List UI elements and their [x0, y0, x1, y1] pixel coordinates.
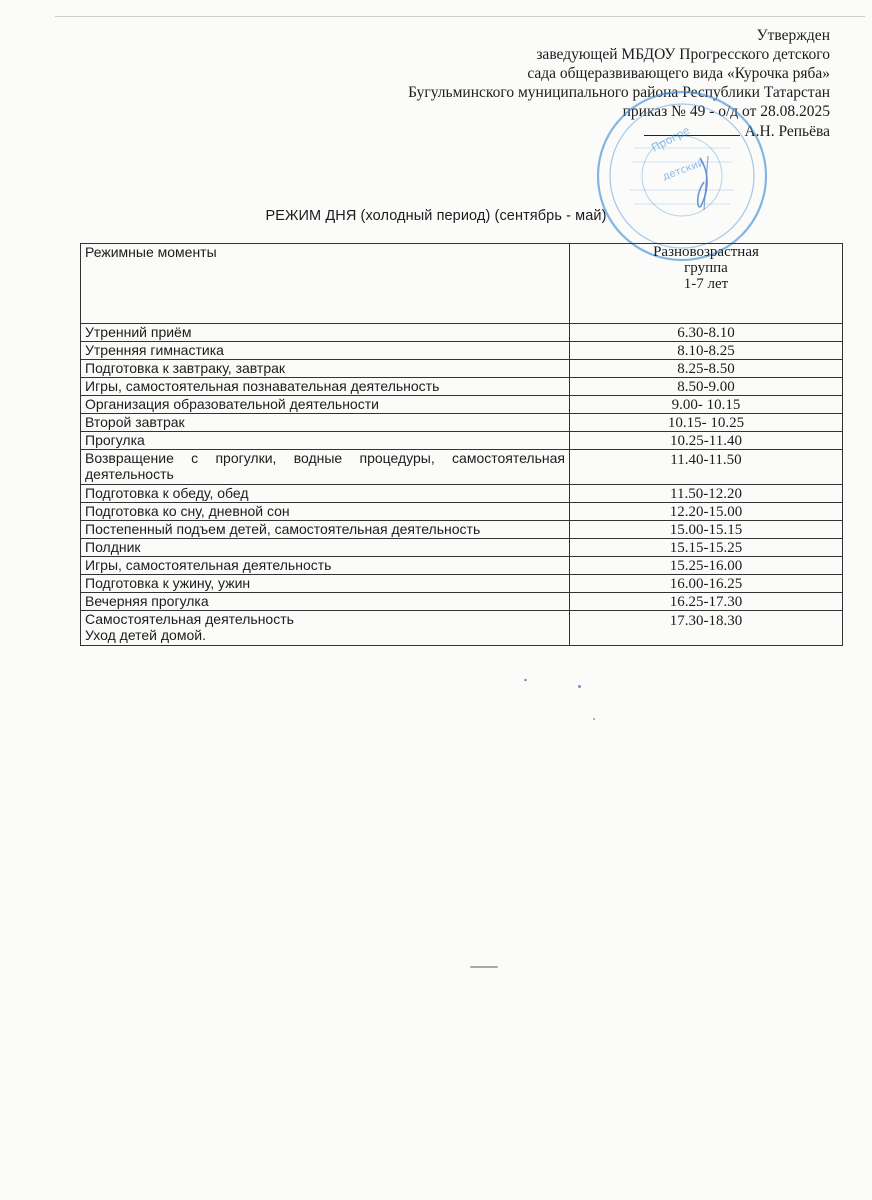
table-row: [81, 450, 843, 485]
activity-cell: Организация образовательной деятельности: [81, 396, 570, 414]
activity-cell: [81, 611, 570, 646]
table-row: [81, 557, 843, 575]
table-row: [81, 360, 843, 378]
table-row: [81, 324, 843, 342]
time-cell: 6.30-8.10: [570, 324, 843, 342]
table-row: [81, 485, 843, 503]
activity-cell: Подготовка к ужину, ужин: [81, 575, 570, 593]
time-cell: 15.25-16.00: [570, 557, 843, 575]
scan-speck: [578, 685, 581, 688]
time-cell: 10.25-11.40: [570, 432, 843, 450]
time-cell: 15.00-15.15: [570, 521, 843, 539]
approval-line-kindergarten: сада общеразвивающего вида «Курочка ряба»: [527, 65, 830, 82]
schedule-table: [80, 243, 843, 646]
header-group-line3: 1-7 лет: [683, 276, 729, 292]
table-row: [81, 539, 843, 557]
header-group: [570, 244, 843, 324]
header-moments: Режимные моменты: [81, 244, 570, 324]
activity-line: Самостоятельная деятельность: [85, 611, 294, 627]
activity-cell: Подготовка к завтраку, завтрак: [81, 360, 570, 378]
table-row: [81, 611, 843, 646]
activity-line: Возвращение с прогулки, водные процедуры, самостоятельная: [85, 450, 565, 466]
table-row: [81, 432, 843, 450]
activity-cell: Утренняя гимнастика: [81, 342, 570, 360]
approval-line-order: приказ № 49 - о/д от 28.08.2025: [622, 103, 830, 120]
activity-cell: Подготовка ко сну, дневной сон: [81, 503, 570, 521]
table-row: [81, 503, 843, 521]
time-cell: 16.00-16.25: [570, 575, 843, 593]
activity-line: деятельность: [85, 466, 174, 482]
activity-cell: [81, 450, 570, 485]
approval-line-head: заведующей МБДОУ Прогресского детского: [536, 46, 830, 63]
scan-edge-line: [55, 16, 865, 17]
time-cell: 17.30-18.30: [570, 611, 843, 646]
scan-speck: [593, 718, 595, 720]
table-row: [81, 521, 843, 539]
activity-line: Уход детей домой.: [85, 627, 206, 643]
scan-speck: [524, 679, 527, 681]
svg-text:Прогре: Прогре: [649, 123, 693, 155]
header-group-line1: Разновозрастная: [653, 244, 759, 260]
time-cell: 8.25-8.50: [570, 360, 843, 378]
approval-line-district: Бугульминского муниципального района Республики Татарстан: [408, 84, 830, 101]
approval-line-approved: Утвержден: [756, 27, 830, 44]
time-cell: 11.50-12.20: [570, 485, 843, 503]
stamp-seal: [592, 86, 772, 266]
activity-cell: Полдник: [81, 539, 570, 557]
activity-cell: Игры, самостоятельная деятельность: [81, 557, 570, 575]
time-cell: 16.25-17.30: [570, 593, 843, 611]
activity-cell: Постепенный подъем детей, самостоятельная деятельность: [81, 521, 570, 539]
scan-speck: [470, 966, 498, 968]
time-cell: 10.15- 10.25: [570, 414, 843, 432]
time-cell: 8.10-8.25: [570, 342, 843, 360]
table-row: [81, 396, 843, 414]
table-row: [81, 593, 843, 611]
activity-cell: Подготовка к обеду, обед: [81, 485, 570, 503]
activity-cell: Утренний приём: [81, 324, 570, 342]
table-row: [81, 414, 843, 432]
time-cell: 12.20-15.00: [570, 503, 843, 521]
time-cell: 15.15-15.25: [570, 539, 843, 557]
time-cell: 11.40-11.50: [570, 450, 843, 485]
time-cell: 8.50-9.00: [570, 378, 843, 396]
table-row: [81, 378, 843, 396]
activity-cell: Второй завтрак: [81, 414, 570, 432]
activity-cell: Игры, самостоятельная познавательная деятельность: [81, 378, 570, 396]
activity-cell: Прогулка: [81, 432, 570, 450]
header-group-line2: группа: [684, 260, 728, 276]
table-header-row: [81, 244, 843, 324]
svg-text:детский: детский: [661, 157, 706, 183]
time-cell: 9.00- 10.15: [570, 396, 843, 414]
table-row: [81, 342, 843, 360]
activity-cell: Вечерняя прогулка: [81, 593, 570, 611]
signatory-name: А.Н. Репьёва: [744, 123, 830, 140]
table-row: [81, 575, 843, 593]
document-title: РЕЖИМ ДНЯ (холодный период) (сентябрь - май): [265, 208, 607, 224]
